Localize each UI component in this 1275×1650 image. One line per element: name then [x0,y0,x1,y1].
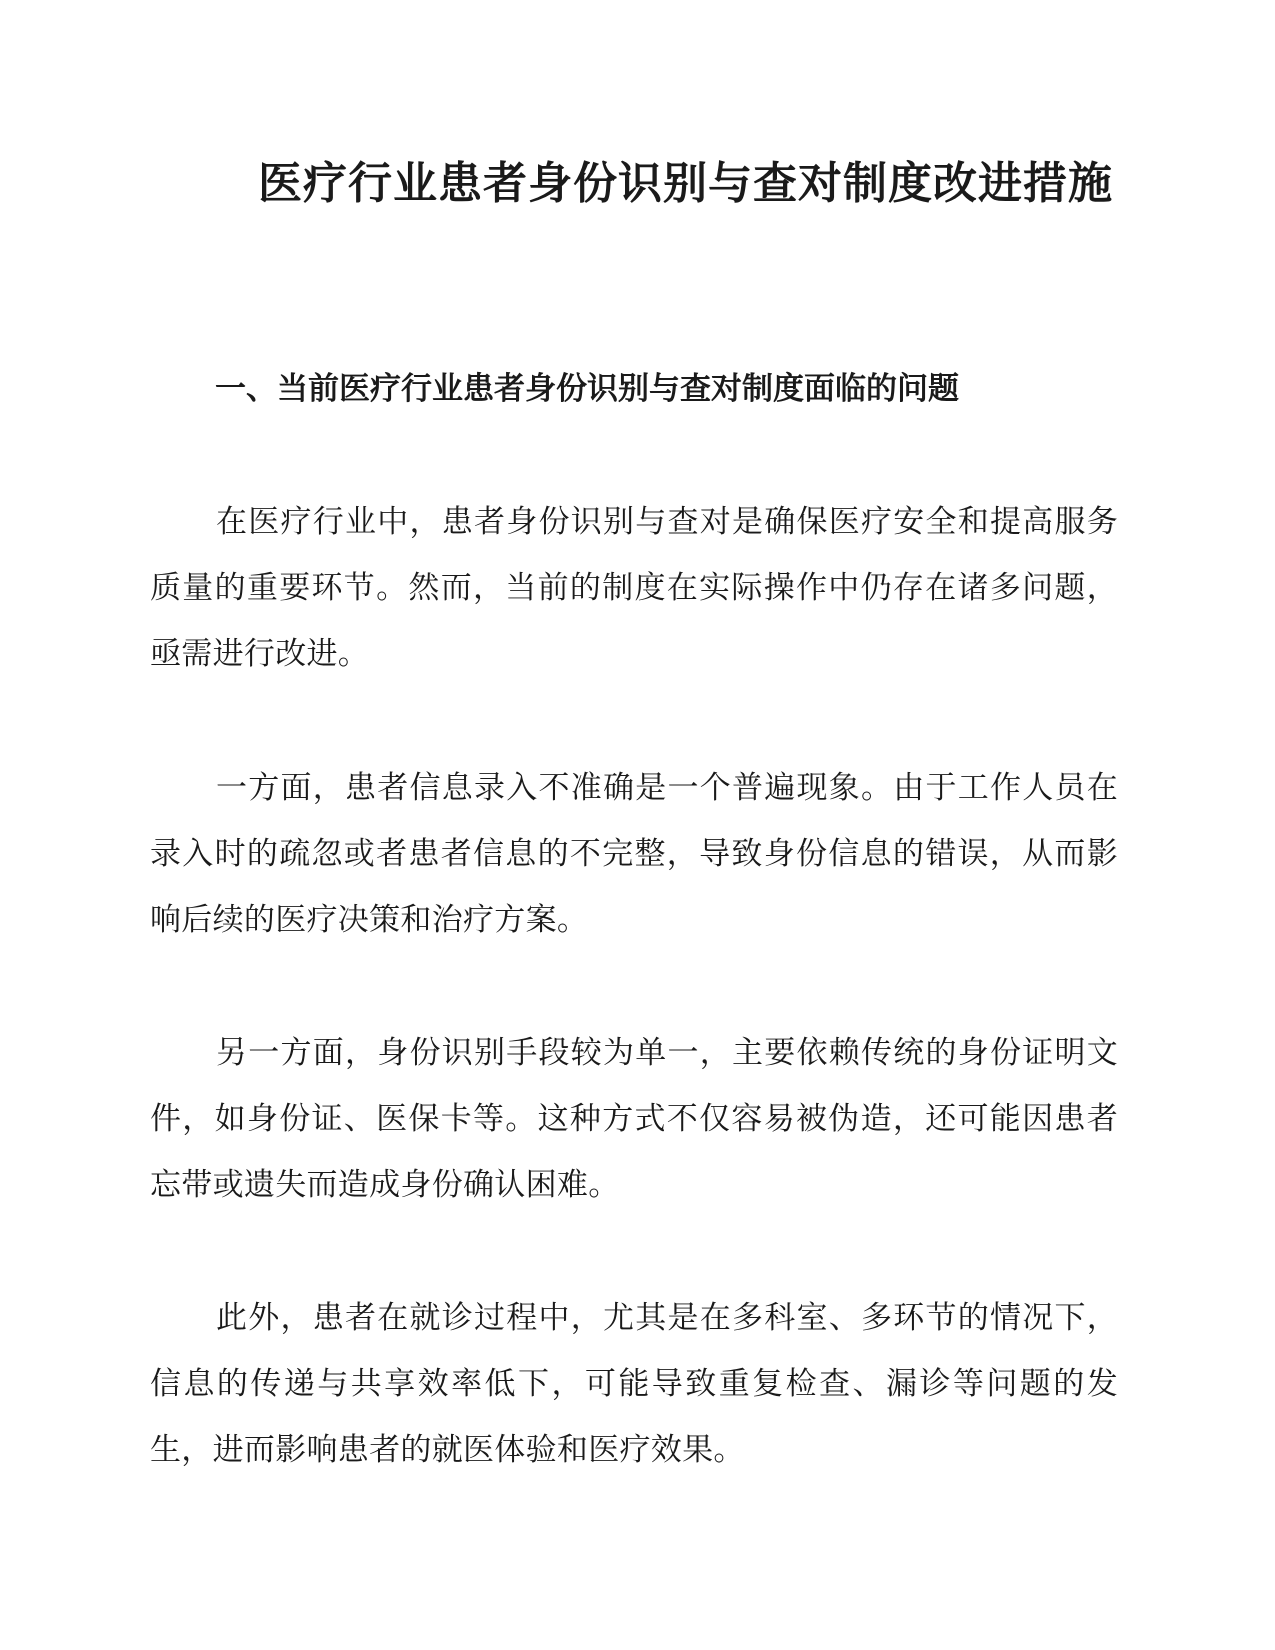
section-heading: 一、当前医疗行业患者身份识别与查对制度面临的问题 [215,371,959,407]
paragraph: 此外，患者在就诊过程中，尤其是在多科室、多环节的情况下，信息的传递与共享效率低下，可能导致重复检查、漏诊等问题的发生，进而影响患者的就医体验和医疗效果。 [150,1300,1118,1468]
paragraph: 一方面，患者信息录入不准确是一个普遍现象。由于工作人员在录入时的疏忽或者患者信息的不完整，导致身份信息的错误，从而影响后续的医疗决策和治疗方案。 [150,770,1118,938]
paragraph: 另一方面，身份识别手段较为单一，主要依赖传统的身份证明文件，如身份证、医保卡等。这种方式不仅容易被伪造，还可能因患者忘带或遗失而造成身份确认困难。 [150,1035,1118,1203]
document-title: 医疗行业患者身份识别与查对制度改进措施 [258,158,1113,209]
paragraph: 在医疗行业中，患者身份识别与查对是确保医疗安全和提高服务质量的重要环节。然而，当前的制度在实际操作中仍存在诸多问题，亟需进行改进。 [150,504,1118,672]
